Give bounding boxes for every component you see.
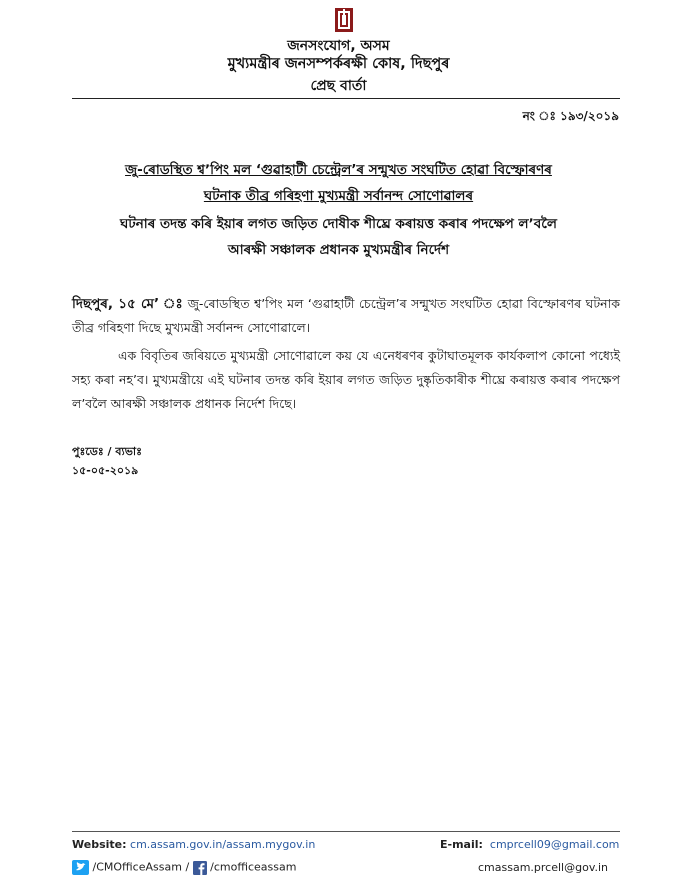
social-separator: /	[185, 860, 190, 874]
secondary-email[interactable]: cmassam.prcell@gov.in	[478, 861, 609, 874]
header-office: মুখ্যমন্ত্ৰীৰ জনসম্পৰ্কৰক্ষী কোষ, দিছপুৰ	[227, 56, 450, 72]
social-row	[72, 860, 296, 875]
body-paragraph-1	[72, 292, 620, 340]
header-org: জনসংযোগ, অসম	[287, 38, 390, 54]
facebook-handle[interactable]: /cmofficeassam	[210, 860, 297, 874]
website-label: Website:	[72, 838, 127, 851]
website-row	[72, 838, 315, 851]
title-line-4: আৰক্ষী সঞ্চালক প্ৰধানক মুখ্যমন্ত্ৰীৰ নিৰ্দেশ	[227, 242, 450, 258]
paragraph-1-text: জু-ৰোডস্থিত শ্বʼপিং মল ‘গুৱাহাটী চেন্ট্ৰেল’ৰ সন্মুখত সংঘটিত হোৱা বিস্ফোৰণৰ ঘটনাক তীব্ৰ গৰিহণা দিছে মুখ্যমন্ত্ৰী সৰ্বানন্দ সোণোৱালে।	[72, 296, 620, 335]
email-label: E-mail:	[440, 838, 483, 851]
email-row	[440, 838, 619, 851]
email-link[interactable]: cmprcell09@gmail.com	[489, 838, 620, 851]
reference-number: নং ঃ ১৯৩/২০১৯	[522, 109, 619, 123]
website-link[interactable]: cm.assam.gov.in/assam.mygov.in	[130, 838, 316, 851]
twitter-icon[interactable]	[72, 860, 89, 875]
twitter-handle[interactable]: /CMOfficeAssam	[92, 860, 182, 874]
title-line-3: ঘটনাৰ তদন্ত কৰি ইয়াৰ লগত জড়িত দোষীক শীঘ্ৰে কৰায়ত্ত কৰাৰ পদক্ষেপ লʼবলৈ	[120, 216, 557, 232]
title-line-2: ঘটনাক তীব্ৰ গৰিহণা মুখ্যমন্ত্ৰী সৰ্বানন্দ সোণোৱালৰ	[203, 188, 474, 204]
author-initials: পুঃডেঃ / ব্যভাঃ	[72, 445, 142, 458]
footer-divider	[72, 831, 620, 832]
facebook-icon[interactable]	[193, 861, 207, 875]
logo-emblem	[333, 6, 355, 34]
header-divider	[72, 98, 620, 99]
dateline: দিছপুৰ, ১৫ মে’ ঃ	[72, 296, 184, 312]
issue-date: ১৫-০৫-২০১৯	[72, 464, 139, 477]
header-doc-type: প্ৰেছ বাৰ্তা	[310, 78, 367, 94]
title-line-1: জু-ৰোডস্থিত শ্বʼপিং মল ‘গুৱাহাটী চেন্ট্ৰেল’ৰ সন্মুখত সংঘটিত হোৱা বিস্ফোৰণৰ	[125, 162, 552, 178]
body-paragraph-2: এক বিবৃতিৰ জৰিয়তে মুখ্যমন্ত্ৰী সোণোৱালে কয় যে এনেধৰণৰ কুটাঘাতমূলক কাৰ্যকলাপ কোনো পধ্যেই সহ্য কৰা নহʼব। মুখ্যমন্ত্ৰীয়ে এই ঘটনাৰ তদন্ত কৰি ইয়াৰ লগত জড়িত দুষ্কৃতিকাৰীক শীঘ্ৰে কৰায়ত্ত কৰাৰ পদক্ষেপ লʼবলৈ আৰক্ষী সঞ্চালক প্ৰধানক নিৰ্দেশ দিছে।	[72, 348, 620, 411]
